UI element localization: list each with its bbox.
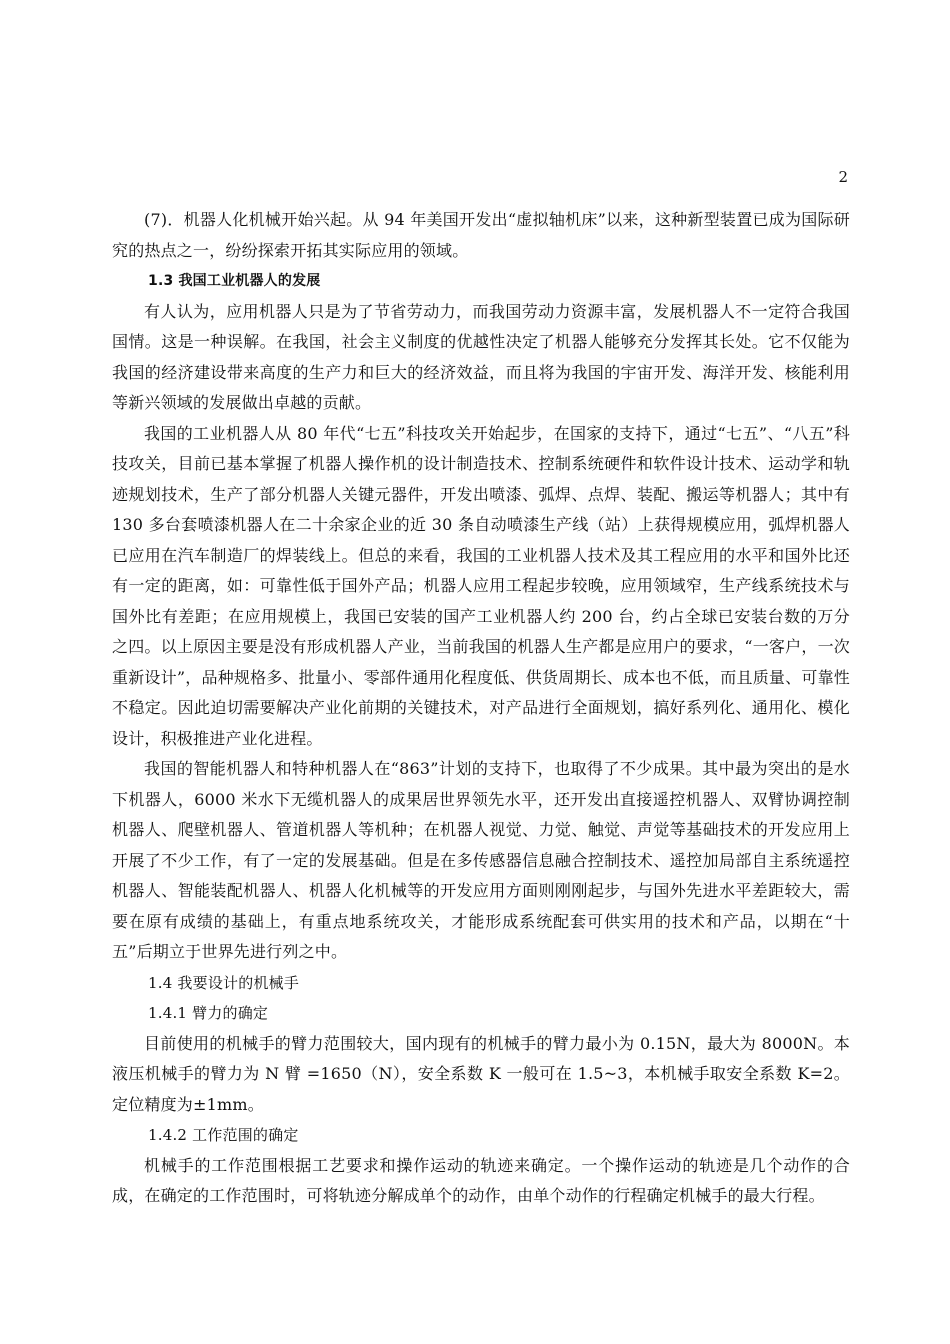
- paragraph-working-range: 机械手的工作范围根据工艺要求和操作运动的轨迹来确定。一个操作运动的轨迹是几个动作的合成，在确定的工作范围时，可将轨迹分解成单个的动作，由单个动作的行程确定机械手的最大行程。: [112, 1155, 850, 1205]
- document-body: [112, 205, 850, 1212]
- paragraph-robotized-machinery: (7)．机器人化机械开始兴起。从 94 年美国开发出“虚拟轴机床”以来，这种新型装置已成为国际研究的热点之一，纷纷探索开拓其实际应用的领域。: [112, 210, 850, 260]
- paragraph-national-conditions: 有人认为，应用机器人只是为了节省劳动力，而我国劳动力资源丰富，发展机器人不一定符合我国国情。这是一种误解。在我国，社会主义制度的优越性决定了机器人能够充分发挥其长处。它不仅能为我国的经济建设带来高度的生产力和巨大的经济效益，而且将为我国的宇宙开发、海洋开发、核能利用等新兴领域的发展做出卓越的贡献。: [112, 301, 850, 412]
- paragraph-intelligent-robots: 我国的智能机器人和特种机器人在“863”计划的支持下，也取得了不少成果。其中最为突出的是水下机器人，6000 米水下无缆机器人的成果居世界领先水平，还开发出直接遥控机器人、双臂协调控制机器人、爬壁机器人、管道机器人等机种；在机器人视觉、力觉、触觉、声觉等基础技术的开发应用上开展了不少工作，有了一定的发展基础。但是在多传感器信息融合控制技术、遥控加局部自主系统遥控机器人、智能装配机器人、机器人化机械等的开发应用方面则刚刚起步，与国外先进水平差距较大，需要在原有成绩的基础上，有重点地系统攻关，才能形成系统配套可供实用的技术和产品，以期在“十五”后期立于世界先进行列之中。: [112, 759, 850, 961]
- subsection-heading-1-4-2: 1.4.2 工作范围的确定: [148, 1126, 299, 1144]
- subsection-heading-1-4-1: 1.4.1 臂力的确定: [148, 1004, 269, 1022]
- section-heading-1-4: 1.4 我要设计的机械手: [148, 973, 300, 992]
- paragraph-arm-force: 目前使用的机械手的臂力范围较大，国内现有的机械手的臂力最小为 0.15N，最大为 8000N。本液压机械手的臂力为 N 臂 =1650（N），安全系数 K 一般可在 1.5~3，本机械手取安全系数 K=2。定位精度为±1mm。: [112, 1033, 850, 1114]
- section-heading-1-3: 1.3 我国工业机器人的发展: [148, 273, 321, 289]
- page-number: 2: [838, 168, 848, 186]
- paragraph-industrial-robots-china: 我国的工业机器人从 80 年代“七五”科技攻关开始起步，在国家的支持下，通过“七五”、“八五”科技攻关，目前已基本掌握了机器人操作机的设计制造技术、控制系统硬件和软件设计技术、运动学和轨迹规划技术，生产了部分机器人关键元器件，开发出喷漆、弧焊、点焊、装配、搬运等机器人；其中有 130 多台套喷漆机器人在二十余家企业的近 30 条自动喷漆生产线（站）上获得规模应用，弧焊机器人已应用在汽车制造厂的焊装线上。但总的来看，我国的工业机器人技术及其工程应用的水平和国外比还有一定的距离，如：可靠性低于国外产品；机器人应用工程起步较晚，应用领域窄，生产线系统技术与国外比有差距；在应用规模上，我国已安装的国产工业机器人约 200 台，约占全球已安装台数的万分之四。以上原因主要是没有形成机器人产业，当前我国的机器人生产都是应用户的要求，“一客户，一次重新设计”，品种规格多、批量小、零部件通用化程度低、供货周期长、成本也不低，而且质量、可靠性不稳定。因此迫切需要解决产业化前期的关键技术，对产品进行全面规划，搞好系列化、通用化、模化设计，积极推进产业化进程。: [112, 423, 850, 748]
